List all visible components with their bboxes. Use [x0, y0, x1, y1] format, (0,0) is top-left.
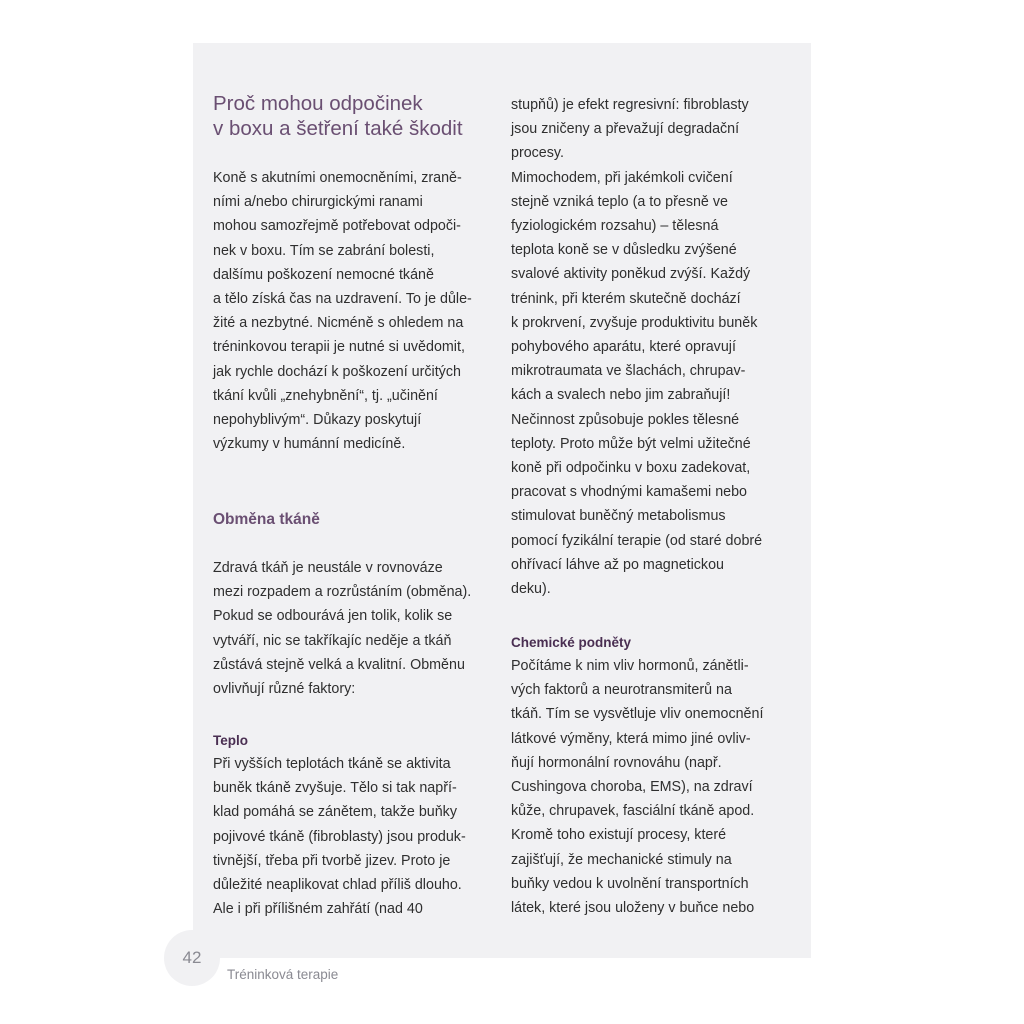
text-line: vých faktorů a neurotransmiterů na: [511, 682, 732, 699]
text-line: k prokrvení, zvyšuje produktivitu buněk: [511, 314, 758, 331]
text-line: tivnější, třeba při tvorbě jizev. Proto je: [213, 852, 451, 869]
text-line: jsou zničeny a převažují degradační: [511, 121, 740, 138]
running-footer: Tréninková terapie: [227, 967, 339, 982]
text-line: mikrotraumata ve šlachách, chrupav-: [511, 363, 746, 380]
text-line: Při vyšších teplotách tkáně se aktivita: [213, 756, 451, 772]
heading-line: Proč mohou odpočinek: [213, 92, 423, 115]
book-page: [193, 43, 811, 958]
text-line: ňují hormonální rovnováhu (např.: [511, 754, 722, 771]
subheading-chemical-stimuli: Chemické podněty: [511, 635, 632, 650]
text-line: teploty. Proto může být velmi užitečné: [511, 435, 751, 452]
text-line: Počítáme k nim vliv hormonů, zánětli-: [511, 658, 749, 674]
text-line: stejně vzniká teplo (a to přesně ve: [511, 193, 728, 210]
paragraph-chemical: [511, 654, 763, 920]
subheading-heat: Teplo: [213, 733, 248, 748]
text-line: koně při odpočinku v boxu zadekovat,: [511, 460, 751, 477]
text-line: stupňů) je efekt regresivní: fibroblasty: [511, 97, 749, 113]
text-line: vytváří, nic se takříkajíc neděje a tkáň: [213, 632, 452, 649]
text-line: ními a/nebo chirurgickými ranami: [213, 194, 423, 211]
text-line: pracovat s vhodnými kamašemi nebo: [511, 484, 748, 501]
text-line: pomocí fyzikální terapie (od staré dobré: [511, 532, 763, 549]
text-line: trénink, při kterém skutečně dochází: [511, 290, 741, 307]
text-line: důležité neaplikovat chlad příliš dlouho.: [213, 877, 462, 894]
text-line: svalové aktivity poněkud zvýší. Každý: [511, 266, 751, 283]
text-line: nepohyblivým“. Důkazy poskytují: [213, 412, 422, 429]
text-line: mezi rozpadem a rozrůstáním (obměna).: [213, 584, 472, 601]
text-line: stimulovat buněčný metabolismus: [511, 508, 726, 525]
text-line: mohou samozřejmě potřebovat odpoči-: [213, 218, 461, 235]
text-line: Ale i při přílišném zahřátí (nad 40: [213, 901, 423, 918]
paragraph-heat: [213, 752, 466, 921]
text-line: Cushingova choroba, EMS), na zdraví: [511, 779, 753, 796]
text-line: ovlivňují různé faktory:: [213, 681, 356, 698]
text-line: Zdravá tkáň je neustále v rovnováze: [213, 560, 443, 576]
heading-line: v boxu a šetření také škodit: [213, 117, 463, 140]
text-line: zajišťují, že mechanické stimuly na: [511, 851, 732, 868]
text-line: tréninkovou terapii je nutné si uvědomit,: [213, 339, 465, 356]
text-line: kách a svalech nebo jim zabraňují!: [511, 387, 731, 404]
subheading-tissue-turnover: Obměna tkáně: [213, 511, 320, 528]
paragraph-heat-continued: [511, 93, 762, 601]
text-line: jak rychle dochází k poškození určitých: [213, 363, 461, 380]
text-line: kůže, chrupavek, fasciální tkáně apod.: [511, 803, 755, 820]
text-line: buněk tkáně zvyšuje. Tělo si tak napří-: [213, 780, 457, 797]
text-line: pojivové tkáně (fibroblasty) jsou produk-: [213, 828, 466, 845]
text-line: teplota koně se v důsledku zvýšené: [511, 242, 737, 259]
text-line: buňky vedou k uvolnění transportních: [511, 875, 749, 892]
text-line: výzkumy v humánní medicíně.: [213, 436, 406, 453]
text-line: procesy.: [511, 145, 564, 162]
text-line: látek, které jsou uloženy v buňce nebo: [511, 900, 755, 917]
text-line: látkové výměny, která mimo jiné ovliv-: [511, 730, 751, 747]
text-line: Kromě toho existují procesy, které: [511, 827, 727, 844]
text-line: pohybového aparátu, které opravují: [511, 339, 736, 356]
text-line: fyziologickém rozsahu) – tělesná: [511, 218, 719, 235]
text-line: tkáň. Tím se vysvětluje vliv onemocnění: [511, 706, 764, 723]
text-line: nek v boxu. Tím se zabrání bolesti,: [213, 242, 435, 259]
page-number: 42: [164, 930, 220, 986]
text-line: Pokud se odbourává jen tolik, kolik se: [213, 608, 453, 625]
text-line: ohřívací láhve až po magnetickou: [511, 556, 724, 573]
text-line: Mimochodem, při jakémkoli cvičení: [511, 169, 733, 186]
text-line: dalšímu poškození nemocné tkáně: [213, 266, 434, 283]
text-line: tkání kvůli „znehybnění“, tj. „učinění: [213, 387, 438, 404]
text-line: klad pomáhá se zánětem, takže buňky: [213, 804, 457, 821]
text-line: a tělo získá čas na uzdravení. To je důle-: [213, 291, 472, 308]
text-line: deku).: [511, 581, 551, 598]
text-line: žité a nezbytné. Nicméně s ohledem na: [213, 315, 464, 332]
text-line: Nečinnost způsobuje pokles tělesné: [511, 411, 740, 428]
text-line: Koně s akutními onemocněními, zraně-: [213, 170, 462, 186]
paragraph-intro: [213, 166, 472, 456]
section-heading: [213, 91, 463, 141]
paragraph-tissue: [213, 556, 471, 701]
text-line: zůstává stejně velká a kvalitní. Obměnu: [213, 656, 465, 673]
